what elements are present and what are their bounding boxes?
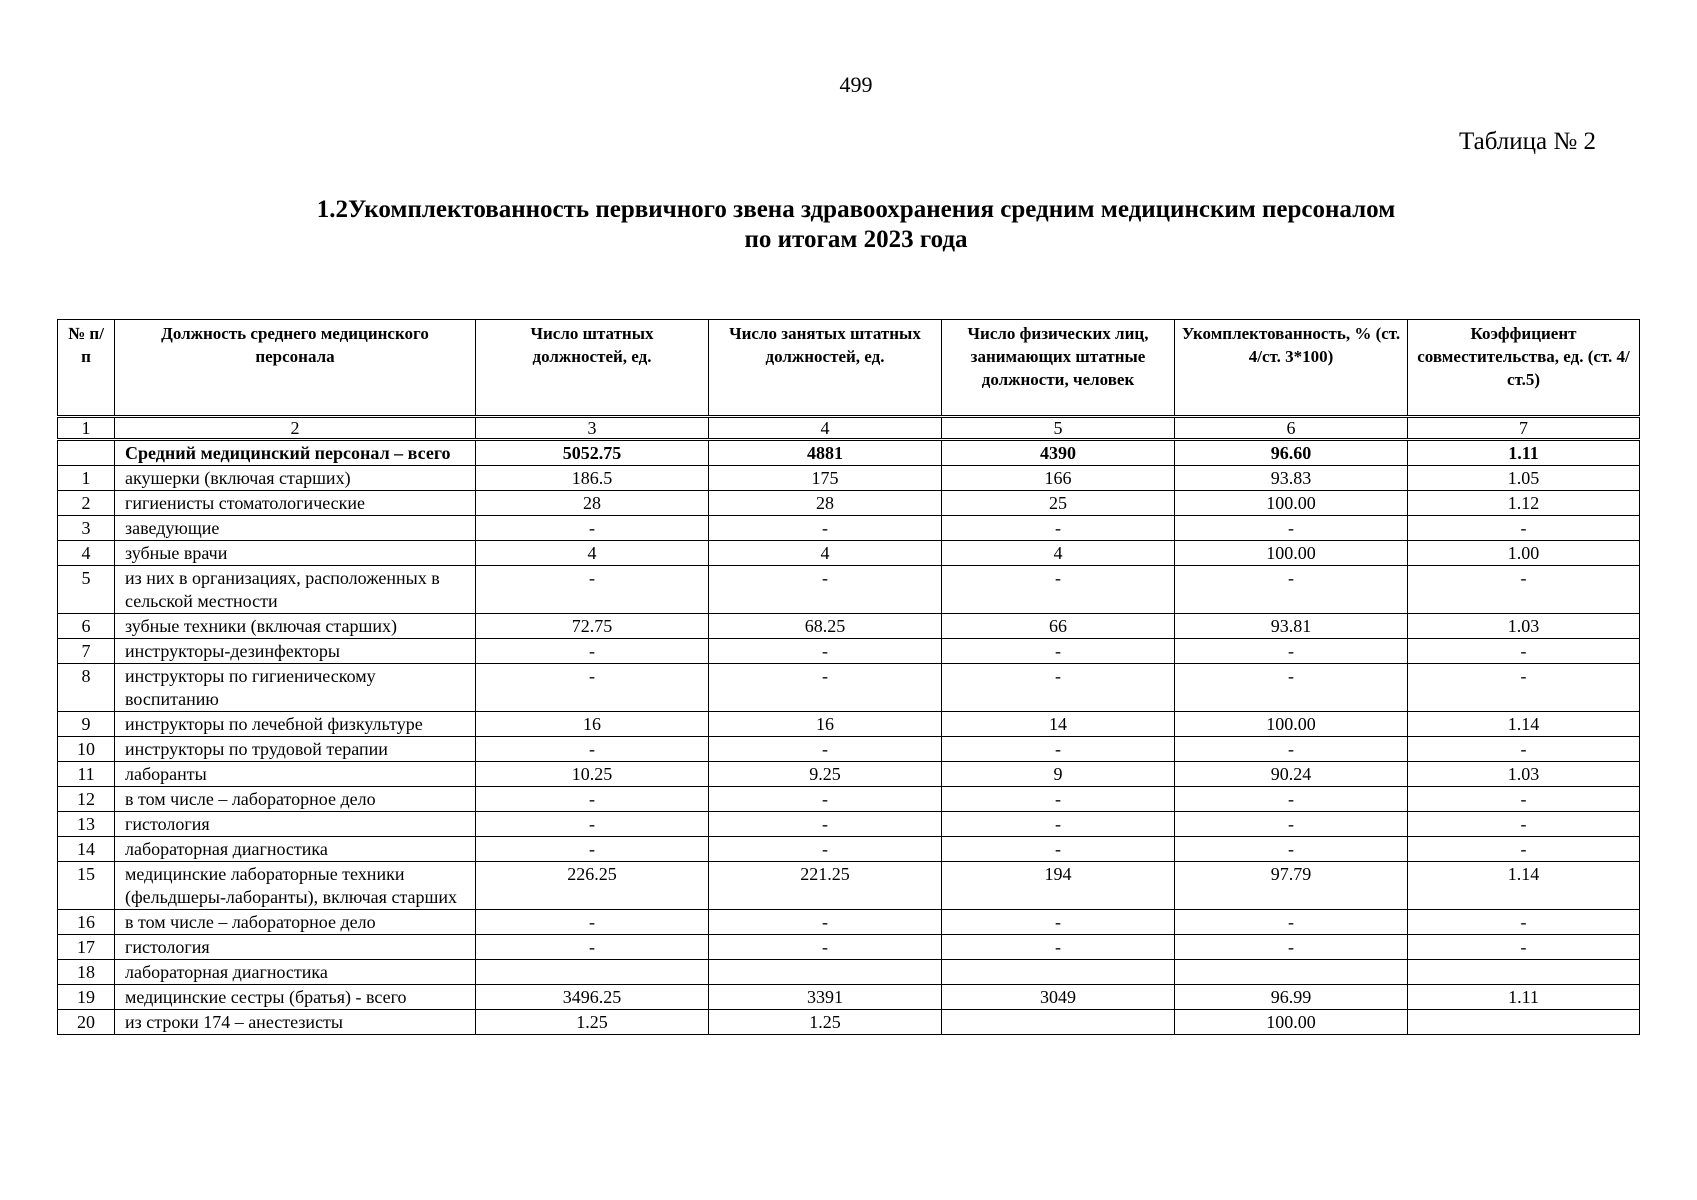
table-label: Таблица № 2 [1458, 128, 1596, 155]
header-cell: Число физических лиц, занимающих штатные должности, человек [942, 320, 1175, 417]
staff-positions: - [476, 812, 709, 837]
occupied-positions: 175 [709, 466, 942, 491]
physical-persons: - [942, 935, 1175, 960]
table-row [58, 837, 1640, 862]
position-name: гигиенисты стоматологические [115, 491, 476, 516]
part-time-coefficient: - [1408, 935, 1640, 960]
column-number: 1 [58, 417, 115, 440]
part-time-coefficient: 1.03 [1408, 614, 1640, 639]
table-row [58, 985, 1640, 1010]
staffing-percent: - [1175, 837, 1408, 862]
staffing-percent: 93.81 [1175, 614, 1408, 639]
staff-positions: 72.75 [476, 614, 709, 639]
part-time-coefficient: - [1408, 812, 1640, 837]
row-number: 4 [58, 541, 115, 566]
position-name: Средний медицинский персонал – всего [115, 440, 476, 466]
occupied-positions: - [709, 812, 942, 837]
staffing-table [57, 319, 1640, 1035]
position-name: зубные техники (включая старших) [115, 614, 476, 639]
staff-positions: - [476, 566, 709, 614]
part-time-coefficient: 1.14 [1408, 712, 1640, 737]
table-row [58, 516, 1640, 541]
physical-persons: - [942, 812, 1175, 837]
table-body [58, 440, 1640, 1035]
column-number: 3 [476, 417, 709, 440]
table-row [58, 1010, 1640, 1035]
physical-persons: 9 [942, 762, 1175, 787]
table-row [58, 862, 1640, 910]
staffing-percent: 100.00 [1175, 491, 1408, 516]
staff-positions: - [476, 664, 709, 712]
table-row [58, 541, 1640, 566]
column-number: 7 [1408, 417, 1640, 440]
table-header-row [58, 320, 1640, 417]
staffing-percent: 100.00 [1175, 541, 1408, 566]
part-time-coefficient [1408, 960, 1640, 985]
page-number: 499 [839, 72, 873, 97]
occupied-positions: 16 [709, 712, 942, 737]
row-number: 2 [58, 491, 115, 516]
staffing-percent: - [1175, 910, 1408, 935]
row-number: 9 [58, 712, 115, 737]
staffing-percent: - [1175, 566, 1408, 614]
staff-positions: - [476, 639, 709, 664]
position-name: в том числе – лабораторное дело [115, 910, 476, 935]
occupied-positions: 68.25 [709, 614, 942, 639]
table-row [58, 935, 1640, 960]
row-number: 19 [58, 985, 115, 1010]
occupied-positions: 1.25 [709, 1010, 942, 1035]
physical-persons: - [942, 664, 1175, 712]
table-row [58, 812, 1640, 837]
staff-positions: 5052.75 [476, 440, 709, 466]
staff-positions: 28 [476, 491, 709, 516]
header-cell: № п/п [58, 320, 115, 417]
column-number: 6 [1175, 417, 1408, 440]
staffing-percent: 96.99 [1175, 985, 1408, 1010]
row-number: 5 [58, 566, 115, 614]
staff-positions: - [476, 837, 709, 862]
occupied-positions: - [709, 737, 942, 762]
column-number: 2 [115, 417, 476, 440]
staffing-percent: 93.83 [1175, 466, 1408, 491]
staff-positions: 1.25 [476, 1010, 709, 1035]
occupied-positions: 28 [709, 491, 942, 516]
table-row [58, 639, 1640, 664]
row-number: 15 [58, 862, 115, 910]
occupied-positions: - [709, 664, 942, 712]
physical-persons [942, 960, 1175, 985]
position-name: заведующие [115, 516, 476, 541]
position-name: из строки 174 – анестезисты [115, 1010, 476, 1035]
table-row [58, 614, 1640, 639]
staffing-percent: - [1175, 737, 1408, 762]
position-name: инструкторы по гигиеническому воспитанию [115, 664, 476, 712]
staff-positions: 226.25 [476, 862, 709, 910]
physical-persons: 14 [942, 712, 1175, 737]
position-name: акушерки (включая старших) [115, 466, 476, 491]
part-time-coefficient: - [1408, 566, 1640, 614]
position-name: в том числе – лабораторное дело [115, 787, 476, 812]
position-name: лабораторная диагностика [115, 960, 476, 985]
row-number: 11 [58, 762, 115, 787]
row-number: 3 [58, 516, 115, 541]
occupied-positions: - [709, 639, 942, 664]
staff-positions: 16 [476, 712, 709, 737]
occupied-positions: 4881 [709, 440, 942, 466]
staff-positions: - [476, 737, 709, 762]
staff-positions: - [476, 935, 709, 960]
occupied-positions: 4 [709, 541, 942, 566]
part-time-coefficient: 1.11 [1408, 985, 1640, 1010]
physical-persons: - [942, 910, 1175, 935]
occupied-positions: - [709, 837, 942, 862]
staffing-percent: 90.24 [1175, 762, 1408, 787]
row-number: 16 [58, 910, 115, 935]
occupied-positions: - [709, 566, 942, 614]
occupied-positions: 221.25 [709, 862, 942, 910]
physical-persons: 25 [942, 491, 1175, 516]
physical-persons: 166 [942, 466, 1175, 491]
staff-positions: 3496.25 [476, 985, 709, 1010]
staffing-percent: - [1175, 664, 1408, 712]
table-row [58, 787, 1640, 812]
part-time-coefficient: 1.05 [1408, 466, 1640, 491]
staffing-percent: 100.00 [1175, 1010, 1408, 1035]
staffing-percent: - [1175, 787, 1408, 812]
row-number: 7 [58, 639, 115, 664]
row-number [58, 440, 115, 466]
position-name: из них в организациях, расположенных в сельской местности [115, 566, 476, 614]
row-number: 18 [58, 960, 115, 985]
part-time-coefficient: 1.12 [1408, 491, 1640, 516]
physical-persons: 66 [942, 614, 1175, 639]
part-time-coefficient [1408, 1010, 1640, 1035]
physical-persons: - [942, 566, 1175, 614]
column-number: 5 [942, 417, 1175, 440]
header-cell: Должность среднего медицинского персонала [115, 320, 476, 417]
table-row [58, 566, 1640, 614]
header-cell: Число занятых штатных должностей, ед. [709, 320, 942, 417]
occupied-positions: 9.25 [709, 762, 942, 787]
title-line-1: 1.2Укомплектованность первичного звена здравоохранения средним медицинским персоналом [316, 196, 1396, 223]
physical-persons: - [942, 737, 1175, 762]
position-name: лаборанты [115, 762, 476, 787]
header-cell: Число штатных должностей, ед. [476, 320, 709, 417]
occupied-positions: - [709, 787, 942, 812]
table-row [58, 440, 1640, 466]
physical-persons [942, 1010, 1175, 1035]
part-time-coefficient: 1.14 [1408, 862, 1640, 910]
part-time-coefficient: - [1408, 837, 1640, 862]
staff-positions [476, 960, 709, 985]
header-cell: Укомплектованность, % (ст. 4/ст. 3*100) [1175, 320, 1408, 417]
header-cell: Коэффициент совместительства, ед. (ст. 4/ст.5) [1408, 320, 1640, 417]
column-number-row [58, 417, 1640, 440]
row-number: 8 [58, 664, 115, 712]
table-row [58, 960, 1640, 985]
staffing-percent: 100.00 [1175, 712, 1408, 737]
position-name: медицинские лабораторные техники (фельдшеры-лаборанты), включая старших [115, 862, 476, 910]
physical-persons: - [942, 787, 1175, 812]
staffing-percent: 97.79 [1175, 862, 1408, 910]
row-number: 17 [58, 935, 115, 960]
physical-persons: - [942, 837, 1175, 862]
physical-persons: 194 [942, 862, 1175, 910]
staff-positions: - [476, 910, 709, 935]
physical-persons: 4390 [942, 440, 1175, 466]
position-name: медицинские сестры (братья) - всего [115, 985, 476, 1010]
staffing-percent [1175, 960, 1408, 985]
table-row [58, 762, 1640, 787]
staff-positions: 186.5 [476, 466, 709, 491]
position-name: лабораторная диагностика [115, 837, 476, 862]
staffing-percent: - [1175, 812, 1408, 837]
table-row [58, 491, 1640, 516]
position-name: гистология [115, 935, 476, 960]
staff-positions: 4 [476, 541, 709, 566]
part-time-coefficient: - [1408, 910, 1640, 935]
position-name: инструкторы по лечебной физкультуре [115, 712, 476, 737]
position-name: инструкторы-дезинфекторы [115, 639, 476, 664]
row-number: 12 [58, 787, 115, 812]
position-name: инструкторы по трудовой терапии [115, 737, 476, 762]
physical-persons: 4 [942, 541, 1175, 566]
physical-persons: - [942, 639, 1175, 664]
table-row [58, 664, 1640, 712]
occupied-positions: - [709, 516, 942, 541]
staffing-percent: - [1175, 935, 1408, 960]
occupied-positions: - [709, 935, 942, 960]
part-time-coefficient: - [1408, 787, 1640, 812]
part-time-coefficient: 1.03 [1408, 762, 1640, 787]
staff-positions: 10.25 [476, 762, 709, 787]
occupied-positions: 3391 [709, 985, 942, 1010]
table-row [58, 466, 1640, 491]
row-number: 14 [58, 837, 115, 862]
staffing-percent: 96.60 [1175, 440, 1408, 466]
title-line-2: по итогам 2023 года [744, 226, 968, 253]
part-time-coefficient: - [1408, 664, 1640, 712]
row-number: 10 [58, 737, 115, 762]
part-time-coefficient: - [1408, 516, 1640, 541]
document-title [0, 195, 1697, 255]
row-number: 20 [58, 1010, 115, 1035]
row-number: 1 [58, 466, 115, 491]
column-number: 4 [709, 417, 942, 440]
physical-persons: - [942, 516, 1175, 541]
part-time-coefficient: 1.11 [1408, 440, 1640, 466]
physical-persons: 3049 [942, 985, 1175, 1010]
position-name: зубные врачи [115, 541, 476, 566]
table-row [58, 910, 1640, 935]
staff-positions: - [476, 516, 709, 541]
staffing-percent: - [1175, 639, 1408, 664]
part-time-coefficient: 1.00 [1408, 541, 1640, 566]
staffing-percent: - [1175, 516, 1408, 541]
part-time-coefficient: - [1408, 737, 1640, 762]
occupied-positions [709, 960, 942, 985]
occupied-positions: - [709, 910, 942, 935]
row-number: 6 [58, 614, 115, 639]
position-name: гистология [115, 812, 476, 837]
part-time-coefficient: - [1408, 639, 1640, 664]
table-row [58, 737, 1640, 762]
table-row [58, 712, 1640, 737]
row-number: 13 [58, 812, 115, 837]
staff-positions: - [476, 787, 709, 812]
